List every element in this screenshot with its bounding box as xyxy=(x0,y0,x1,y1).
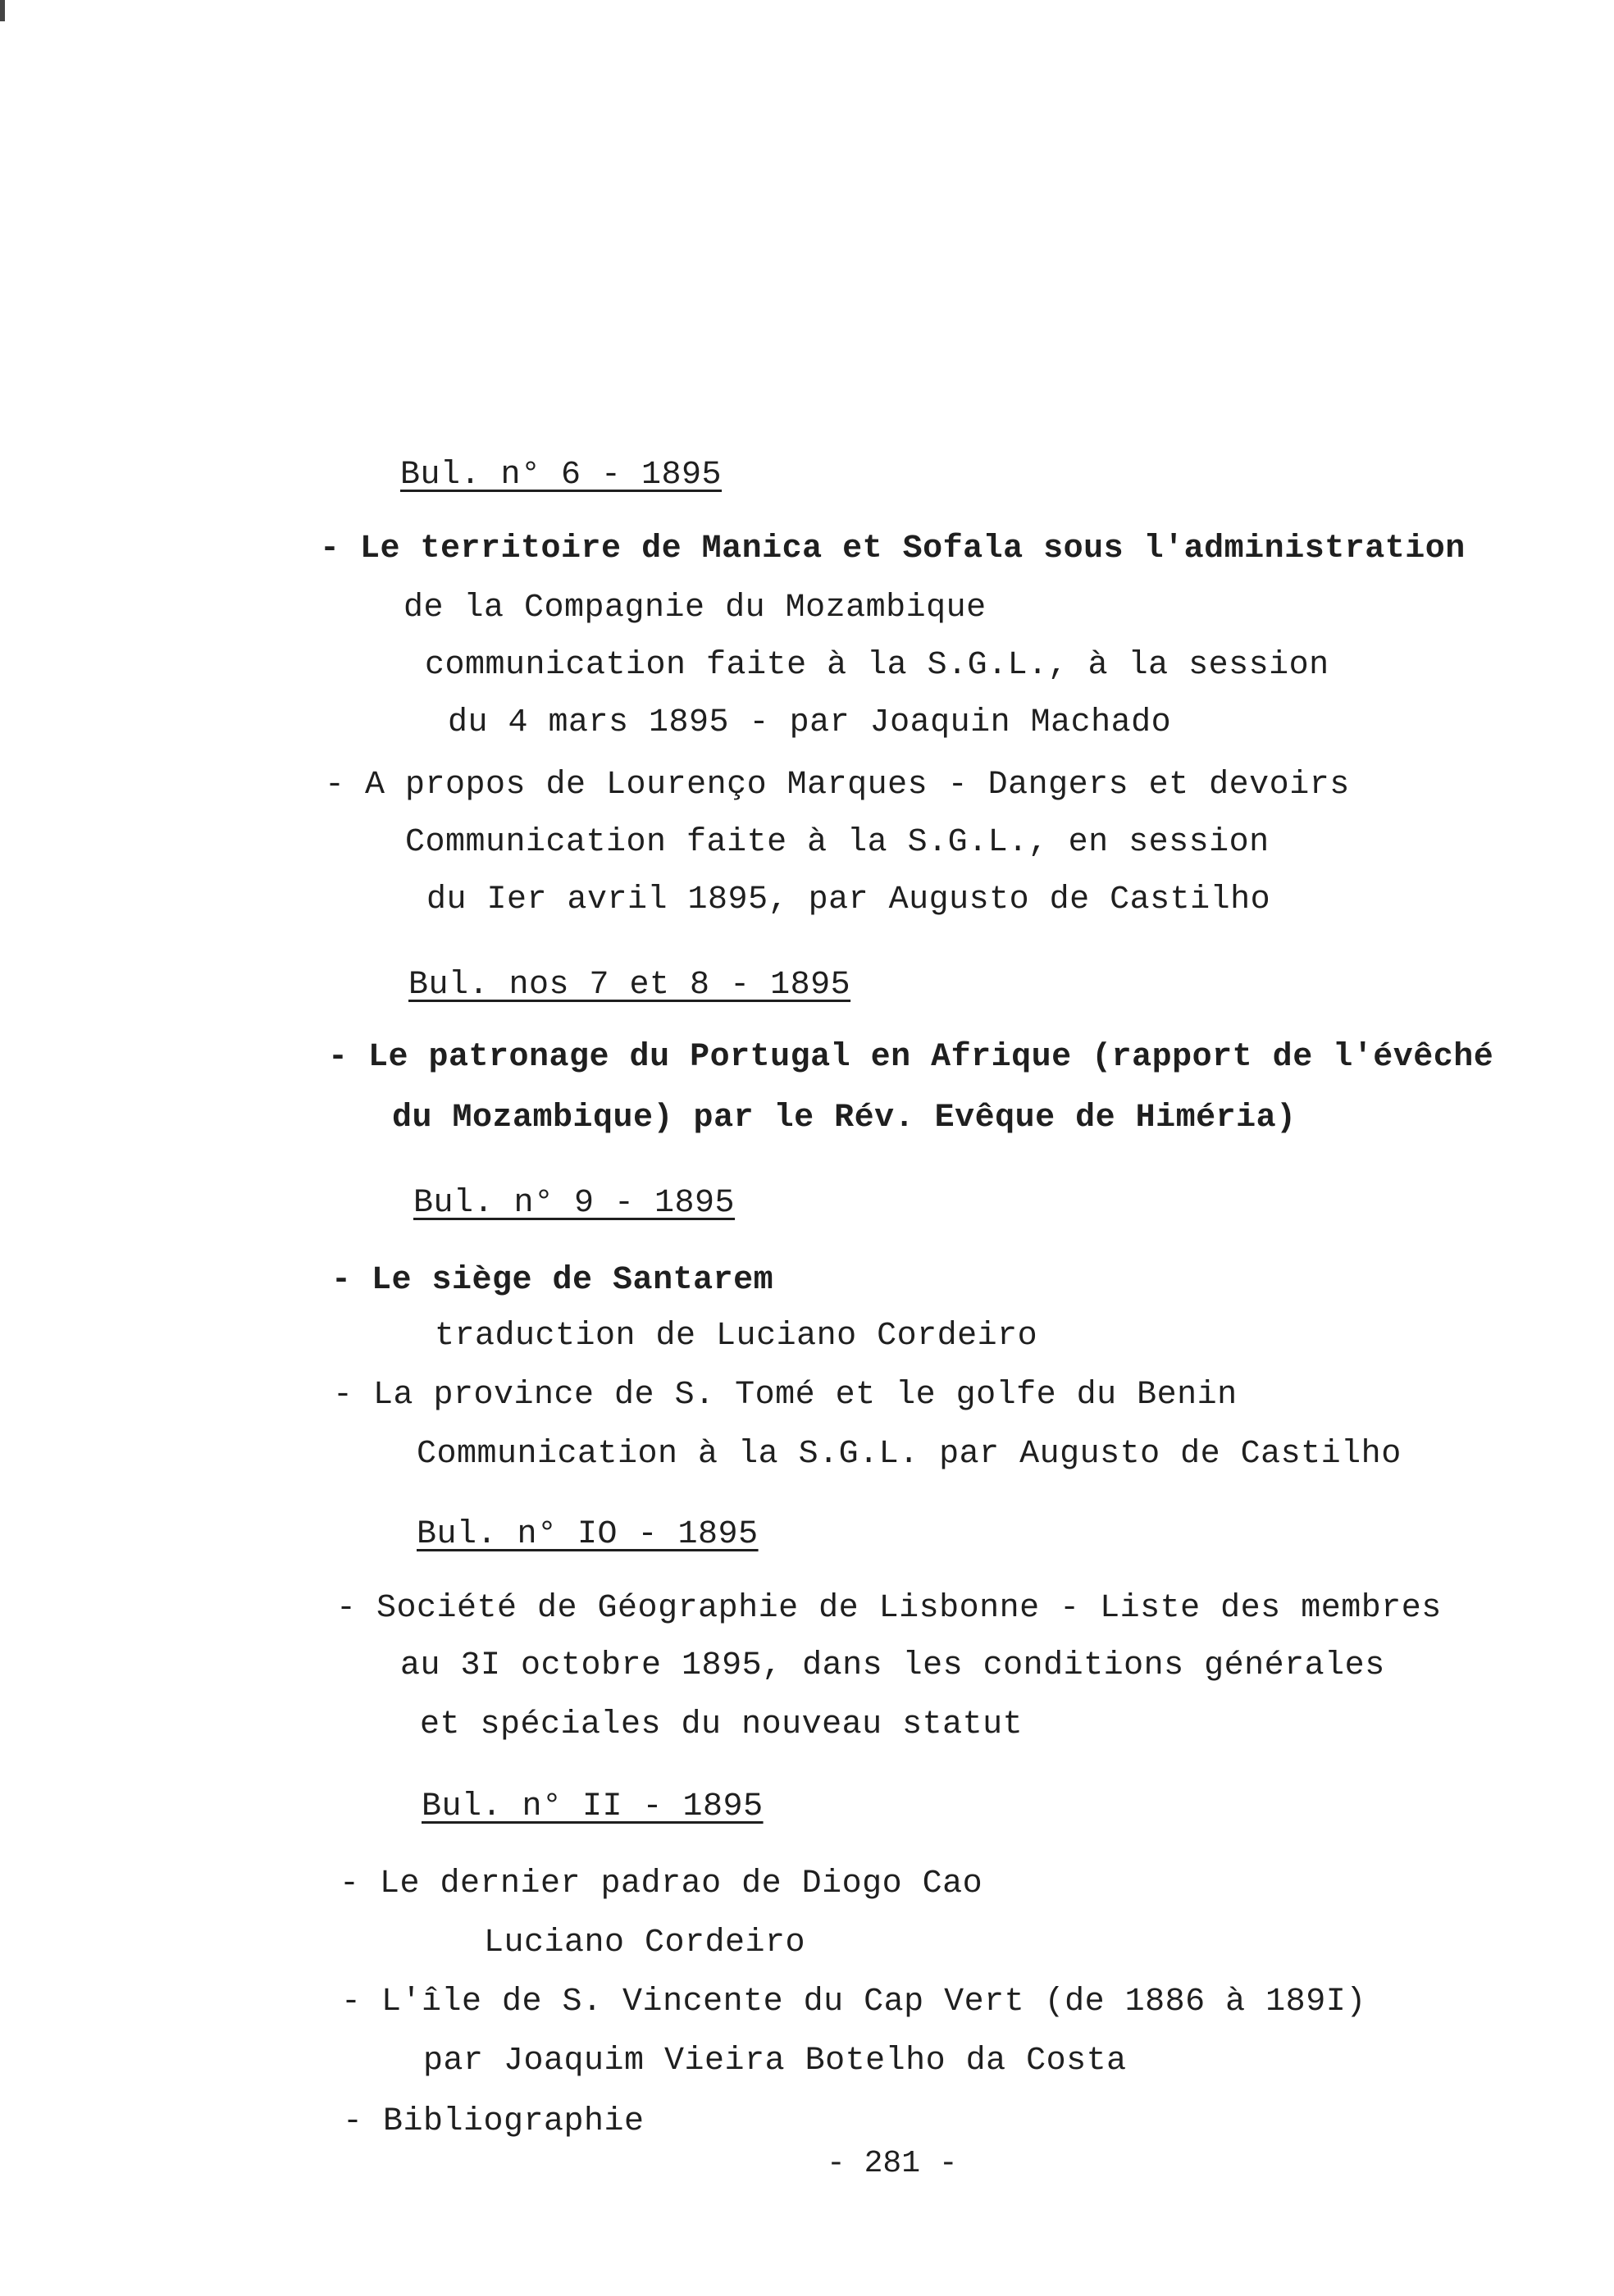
page-number: - 281 - xyxy=(827,2146,958,2181)
entry-line: communication faite à la S.G.L., à la session xyxy=(425,647,1329,684)
entry-line: - Le siège de Santarem xyxy=(331,1262,774,1299)
entry-line: et spéciales du nouveau statut xyxy=(420,1706,1024,1743)
entry-line: de la Compagnie du Mozambique xyxy=(404,590,987,626)
entry-line: du Ier avril 1895, par Augusto de Castilho xyxy=(426,882,1271,918)
entry-line: Luciano Cordeiro xyxy=(484,1925,806,1961)
entry-line: - Bibliographie xyxy=(343,2103,645,2140)
section-heading: Bul. n° IO - 1895 xyxy=(417,1516,759,1553)
entry-line: - L'île de S. Vincente du Cap Vert (de 1886 à 189I) xyxy=(341,1984,1366,2020)
section-heading: Bul. n° 9 - 1895 xyxy=(413,1185,736,1222)
scan-edge-mark xyxy=(0,0,5,21)
section-heading: Bul. n° 6 - 1895 xyxy=(400,457,723,494)
section-heading: Bul. n° II - 1895 xyxy=(422,1788,764,1825)
entry-line: - A propos de Lourenço Marques - Dangers et devoirs xyxy=(325,767,1350,804)
entry-line: - Le territoire de Manica et Sofala sous l'administration xyxy=(320,531,1466,567)
entry-line: - La province de S. Tomé et le golfe du Benin xyxy=(333,1377,1238,1414)
entry-line: du Mozambique) par le Rév. Evêque de Himéria) xyxy=(392,1100,1297,1137)
section-heading: Bul. nos 7 et 8 - 1895 xyxy=(408,967,851,1004)
entry-line: - Société de Géographie de Lisbonne - Liste des membres xyxy=(336,1590,1442,1627)
entry-line: Communication faite à la S.G.L., en session xyxy=(405,824,1270,861)
entry-line: au 3I octobre 1895, dans les conditions générales xyxy=(400,1647,1385,1684)
entry-line: Communication à la S.G.L. par Augusto de Castilho xyxy=(417,1436,1402,1473)
entry-line: du 4 mars 1895 - par Joaquin Machado xyxy=(448,704,1172,741)
entry-line: traduction de Luciano Cordeiro xyxy=(435,1318,1038,1355)
entry-line: - Le patronage du Portugal en Afrique (rapport de l'évêché xyxy=(328,1039,1494,1076)
entry-line: par Joaquim Vieira Botelho da Costa xyxy=(423,2043,1127,2080)
entry-line: - Le dernier padrao de Diogo Cao xyxy=(340,1866,983,1902)
